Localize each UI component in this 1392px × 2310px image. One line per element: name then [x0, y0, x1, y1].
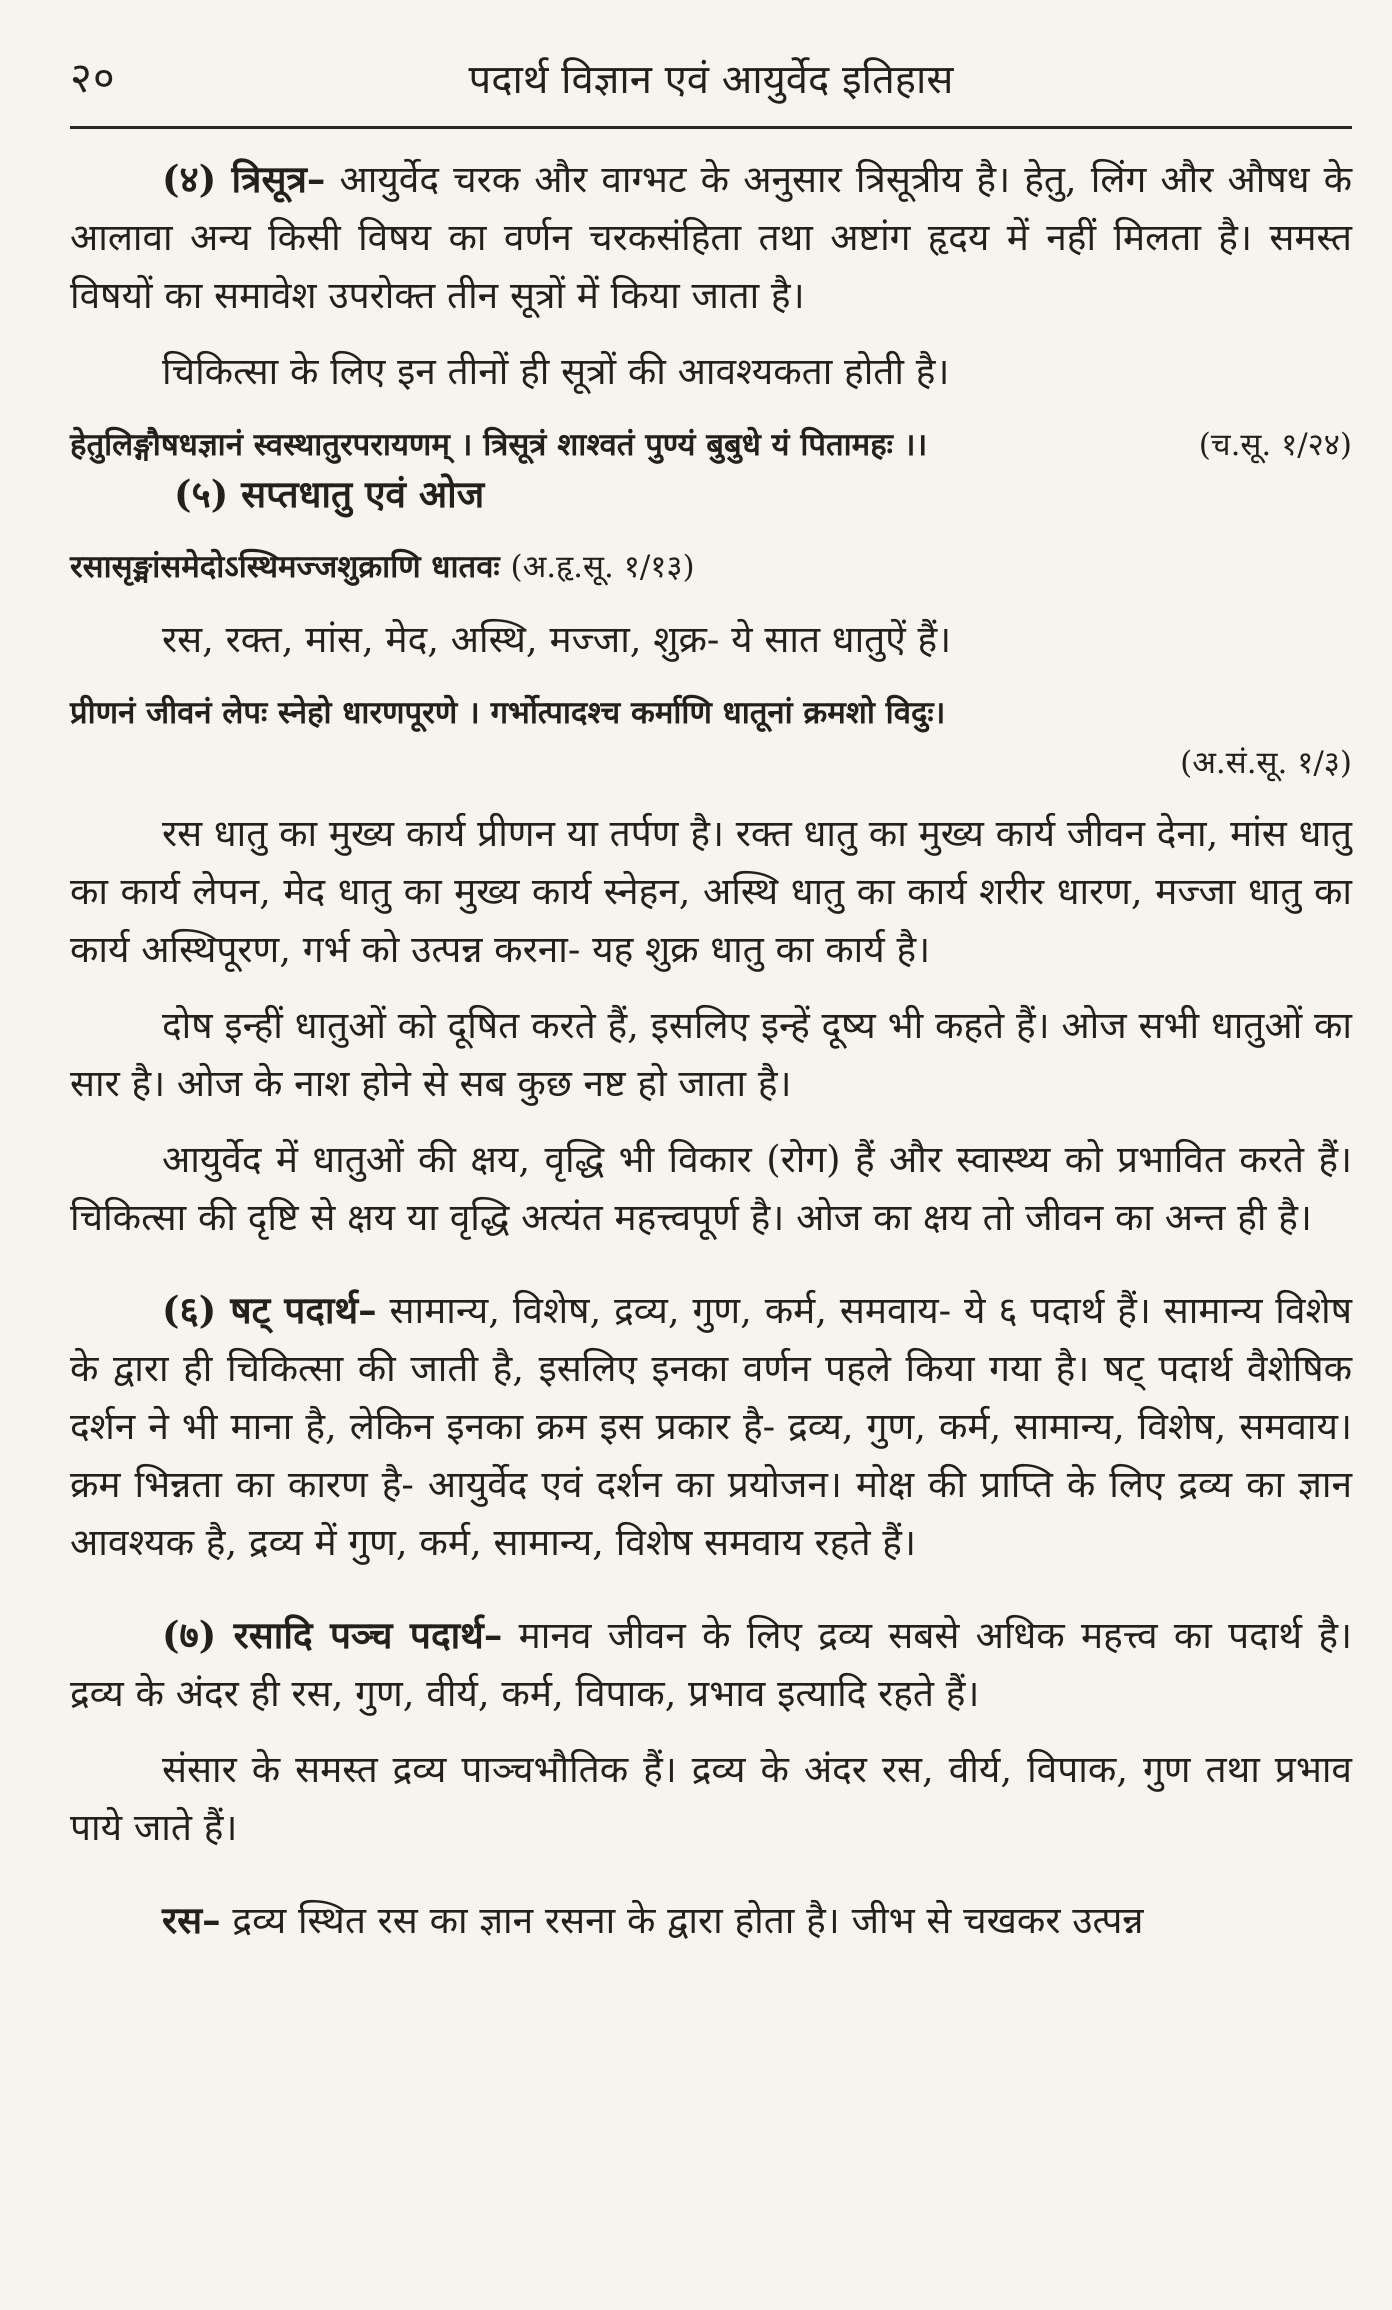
page-header: [70, 34, 1352, 129]
rasa-text: द्रव्य स्थित रस का ज्ञान रसना के द्वारा होता है। जीभ से चखकर उत्पन्न: [220, 1899, 1144, 1942]
shloka-dhatu-karma-reference: (अ.सं.सू. १/३): [1180, 745, 1352, 781]
section-7-paragraph: [70, 1606, 1352, 1723]
section-4-text-2: चिकित्सा के लिए इन तीनों ही सूत्रों की आवश्यकता होती है।: [162, 350, 950, 393]
page-content: [70, 150, 1352, 1950]
section-4-text: आयुर्वेद चरक और वाग्भट के अनुसार त्रिसूत्रीय है। हेतु, लिंग और औषध के आलावा अन्य किसी विषय का वर्णन चरकसंहिता तथा अष्टांग हृदय में नहीं मिलता है। समस्त विषयों का समावेश उपरोक्त तीन सूत्रों में किया जाता है।: [70, 158, 1352, 317]
running-title: पदार्थ विज्ञान एवं आयुर्वेद इतिहास: [468, 57, 954, 103]
section-6-paragraph: [70, 1281, 1352, 1572]
shloka-trisutra: [70, 419, 1352, 471]
shloka-dhatu-karma: प्रीणनं जीवनं लेपः स्नेहो धारणपूरणे । गर्भोत्पादश्च कर्माणि धातूनां क्रमशो विदुः।: [70, 695, 946, 731]
shloka-dhatu-text: रसासृङ्मांसमेदोऽस्थिमज्जशुक्राणि धातवः: [70, 549, 500, 585]
section-5-paragraph-3: आयुर्वेद में धातुओं की क्षय, वृद्धि भी विकार (रोग) हैं और स्वास्थ्य को प्रभावित करते हैं। चिकित्सा की दृष्टि से क्षय या वृद्धि अत्यंत महत्त्वपूर्ण है। ओज का क्षय तो जीवन का अन्त ही है।: [70, 1138, 1352, 1239]
section-7-text: मानव जीवन के लिए द्रव्य सबसे अधिक महत्त्व का पदार्थ है। द्रव्य के अंदर ही रस, गुण, वीर्य, कर्म, विपाक, प्रभाव इत्यादि रहते हैं।: [70, 1614, 1352, 1715]
section-7-heading: (७) रसादि पञ्च पदार्थ–: [162, 1613, 503, 1657]
section-5-paragraph-2: दोष इन्हीं धातुओं को दूषित करते हैं, इसलिए इन्हें दूष्य भी कहते हैं। ओज सभी धातुओं का सार है। ओज के नाश होने से सब कुछ नष्ट हो जाता है।: [70, 1004, 1352, 1105]
section-4-heading: (४) त्रिसूत्र–: [162, 157, 326, 201]
section-6-heading: (६) षट् पदार्थ–: [162, 1288, 377, 1332]
section-5-paragraph-1: रस धातु का मुख्य कार्य प्रीणन या तर्पण है। रक्त धातु का मुख्य कार्य जीवन देना, मांस धातु का कार्य लेपन, मेद धातु का मुख्य कार्य स्नेहन, अस्थि धातु का कार्य शरीर धारण, मज्जा धातु का कार्य अस्थिपूरण, गर्भ को उत्पन्न करना- यह शुक्र धातु का कार्य है।: [70, 812, 1352, 971]
shloka-dhatu: [70, 541, 1352, 593]
rasa-heading: रस–: [162, 1898, 221, 1942]
rasa-paragraph: [70, 1891, 1352, 1950]
page-number: २०: [70, 53, 116, 102]
section-4-paragraph: [70, 150, 1352, 325]
section-5-dhatu-list: रस, रक्त, मांस, मेद, अस्थि, मज्जा, शुक्र- ये सात धातुऐं हैं।: [162, 618, 952, 661]
section-5-heading: (५) सप्तधातु एवं ओज: [174, 472, 485, 516]
shloka-trisutra-text: हेतुलिङ्गौषधज्ञानं स्वस्थातुरपरायणम् । त्रिसूत्रं शाश्वतं पुण्यं बुबुधे यं पितामहः ।।: [70, 427, 928, 463]
shloka-trisutra-reference: (च.सू. १/२४): [1198, 427, 1352, 463]
section-7-text-2: संसार के समस्त द्रव्य पाञ्चभौतिक हैं। द्रव्य के अंदर रस, वीर्य, विपाक, गुण तथा प्रभाव पाये जाते हैं।: [70, 1748, 1352, 1849]
section-6-text: सामान्य, विशेष, द्रव्य, गुण, कर्म, समवाय- ये ६ पदार्थ हैं। सामान्य विशेष के द्वारा ही चिकित्सा की जाती है, इसलिए इनका वर्णन पहले किया गया है। षट् पदार्थ वैशेषिक दर्शन ने भी माना है, लेकिन इनका क्रम इस प्रकार है- द्रव्य, गुण, कर्म, सामान्य, विशेष, समवाय। क्रम भिन्नता का कारण है- आयुर्वेद एवं दर्शन का प्रयोजन। मोक्ष की प्राप्ति के लिए द्रव्य का ज्ञान आवश्यक है, द्रव्य में गुण, कर्म, सामान्य, विशेष समवाय रहते हैं।: [70, 1289, 1352, 1564]
shloka-dhatu-reference: (अ.हृ.सू. १/१३): [510, 549, 695, 585]
